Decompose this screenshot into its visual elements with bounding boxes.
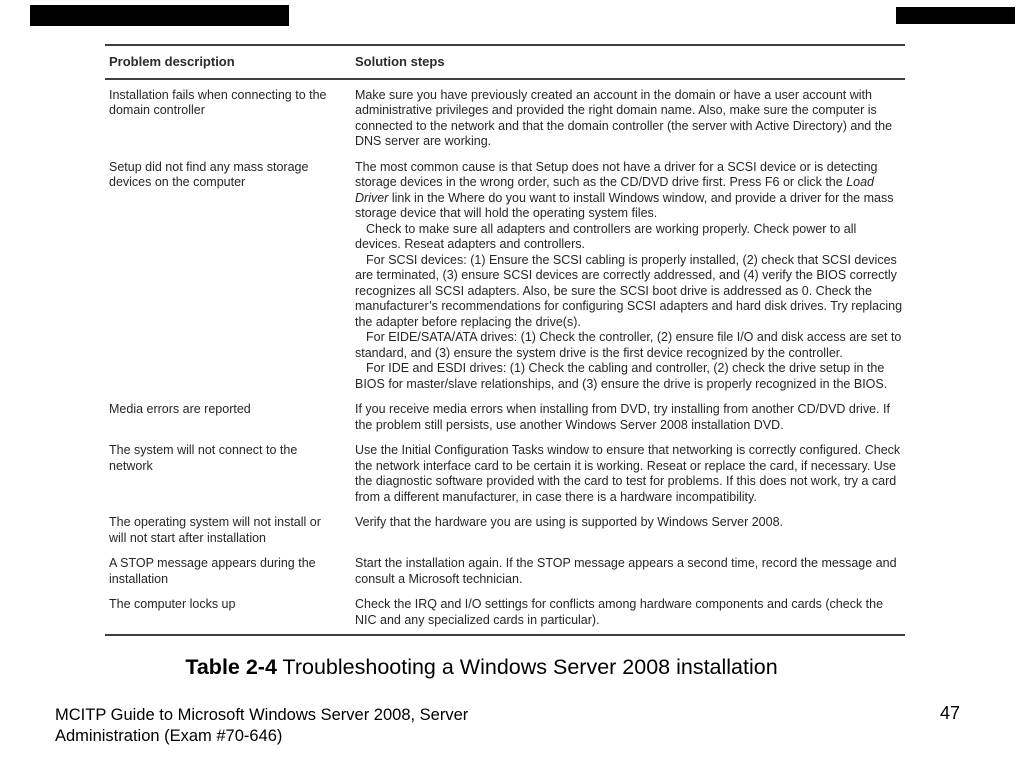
solution-cell [355, 402, 905, 433]
table-header-row [105, 44, 905, 80]
page-number: 47 [939, 703, 960, 723]
problem-cell: Installation fails when connecting to the domain controller [109, 87, 327, 117]
table-row [109, 597, 905, 628]
solution-cell [355, 160, 905, 393]
column-header-problem-description: Problem description [109, 54, 235, 69]
solution-paragraph: Check to make sure all adapters and controllers are working properly. Check power to all devices. Reseat adapters and controllers. [355, 221, 857, 251]
solution-paragraph: For IDE and ESDI drives: (1) Check the cabling and controller, (2) check the drive setup in the BIOS for master/slave relationships, and (3) ensure the drive is properly recognized in the BIOS. [355, 361, 888, 391]
problem-cell: The operating system will not install or will not start after installation [109, 515, 321, 545]
table-row [109, 160, 905, 393]
solution-text-segment: The most common cause is that Setup does not have a driver for a SCSI device or is detecting storage devices in the wrong order, such as the CD/DVD drive first. Press F6 or click the [355, 159, 878, 189]
solution-cell [355, 88, 905, 150]
problem-cell: Media errors are reported [109, 402, 251, 416]
load-driver-italic-text: Load Driver [355, 175, 874, 205]
solution-paragraph: Verify that the hardware you are using is supported by Windows Server 2008. [355, 515, 784, 529]
table-row [109, 556, 905, 587]
solution-paragraph: Make sure you have previously created an account in the domain or have a user account with administrative privileges and provided the right domain name. Also, make sure the computer is connected to the network and that the domain controller (the server with Active Directory) and the DNS server are working. [355, 87, 893, 148]
solution-paragraph: Check the IRQ and I/O settings for conflicts among hardware components and cards (check the NIC and any specialized cards in particular). [355, 597, 884, 627]
table-row [109, 515, 905, 546]
table-row [109, 402, 905, 433]
problem-cell: A STOP message appears during the installation [109, 556, 316, 586]
solution-cell [355, 515, 905, 546]
troubleshooting-table [105, 44, 905, 636]
table-caption [0, 655, 963, 680]
problem-cell: The system will not connect to the network [109, 443, 298, 473]
column-header-solution-steps: Solution steps [355, 54, 445, 69]
top-right-black-bar [896, 7, 1015, 24]
footer-source-line1: MCITP Guide to Microsoft Windows Server 2008, Server [55, 706, 469, 724]
table-caption-label: Table 2-4 [185, 655, 277, 679]
solution-cell [355, 556, 905, 587]
table-row [109, 88, 905, 150]
solution-cell [355, 597, 905, 628]
table-body [105, 80, 905, 637]
solution-text-segment: link in the Where do you want to install Windows window, and provide a driver for the mass storage device that will hold the operating system files. [355, 190, 894, 220]
solution-cell [355, 443, 905, 505]
problem-cell: Setup did not find any mass storage devices on the computer [109, 159, 309, 189]
solution-paragraph: For EIDE/SATA/ATA drives: (1) Check the controller, (2) ensure file I/O and disk access are set to standard, and (3) ensure the system drive is the first device recognized by the controller. [355, 330, 902, 360]
table-caption-text: Troubleshooting a Windows Server 2008 installation [276, 655, 778, 679]
solution-paragraph: If you receive media errors when installing from DVD, try installing from another CD/DVD drive. If the problem still persists, use another Windows Server 2008 installation DVD. [355, 402, 890, 432]
top-left-black-bar [30, 5, 289, 26]
problem-cell: The computer locks up [109, 597, 236, 611]
solution-paragraph [355, 160, 905, 222]
footer-source-attribution [55, 705, 535, 747]
solution-paragraph: Start the installation again. If the STOP message appears a second time, record the message and consult a Microsoft technician. [355, 556, 897, 586]
footer-source-line2: Administration (Exam #70-646) [55, 727, 283, 745]
table-row [109, 443, 905, 505]
solution-paragraph: Use the Initial Configuration Tasks window to ensure that networking is correctly configured. Check the network interface card to be certain it is working. Reseat or replace the card, if necessary. Use the diagnostic software provided with the card to test for problems. If this does not work, try a card from a different manufacturer, in case there is a hardware incompatibility. [355, 443, 901, 504]
solution-paragraph: For SCSI devices: (1) Ensure the SCSI cabling is properly installed, (2) check that SCSI devices are terminated, (3) ensure SCSI devices are correctly addressed, and (4) verify the BIOS correctly recognizes all SCSI adapters. Also, be sure the SCSI boot drive is addressed as 0. Check the manufacturer’s recommendations for configuring SCSI adapters and hard disk drives. Try replacing the adapter before replacing the drive(s). [355, 252, 903, 329]
